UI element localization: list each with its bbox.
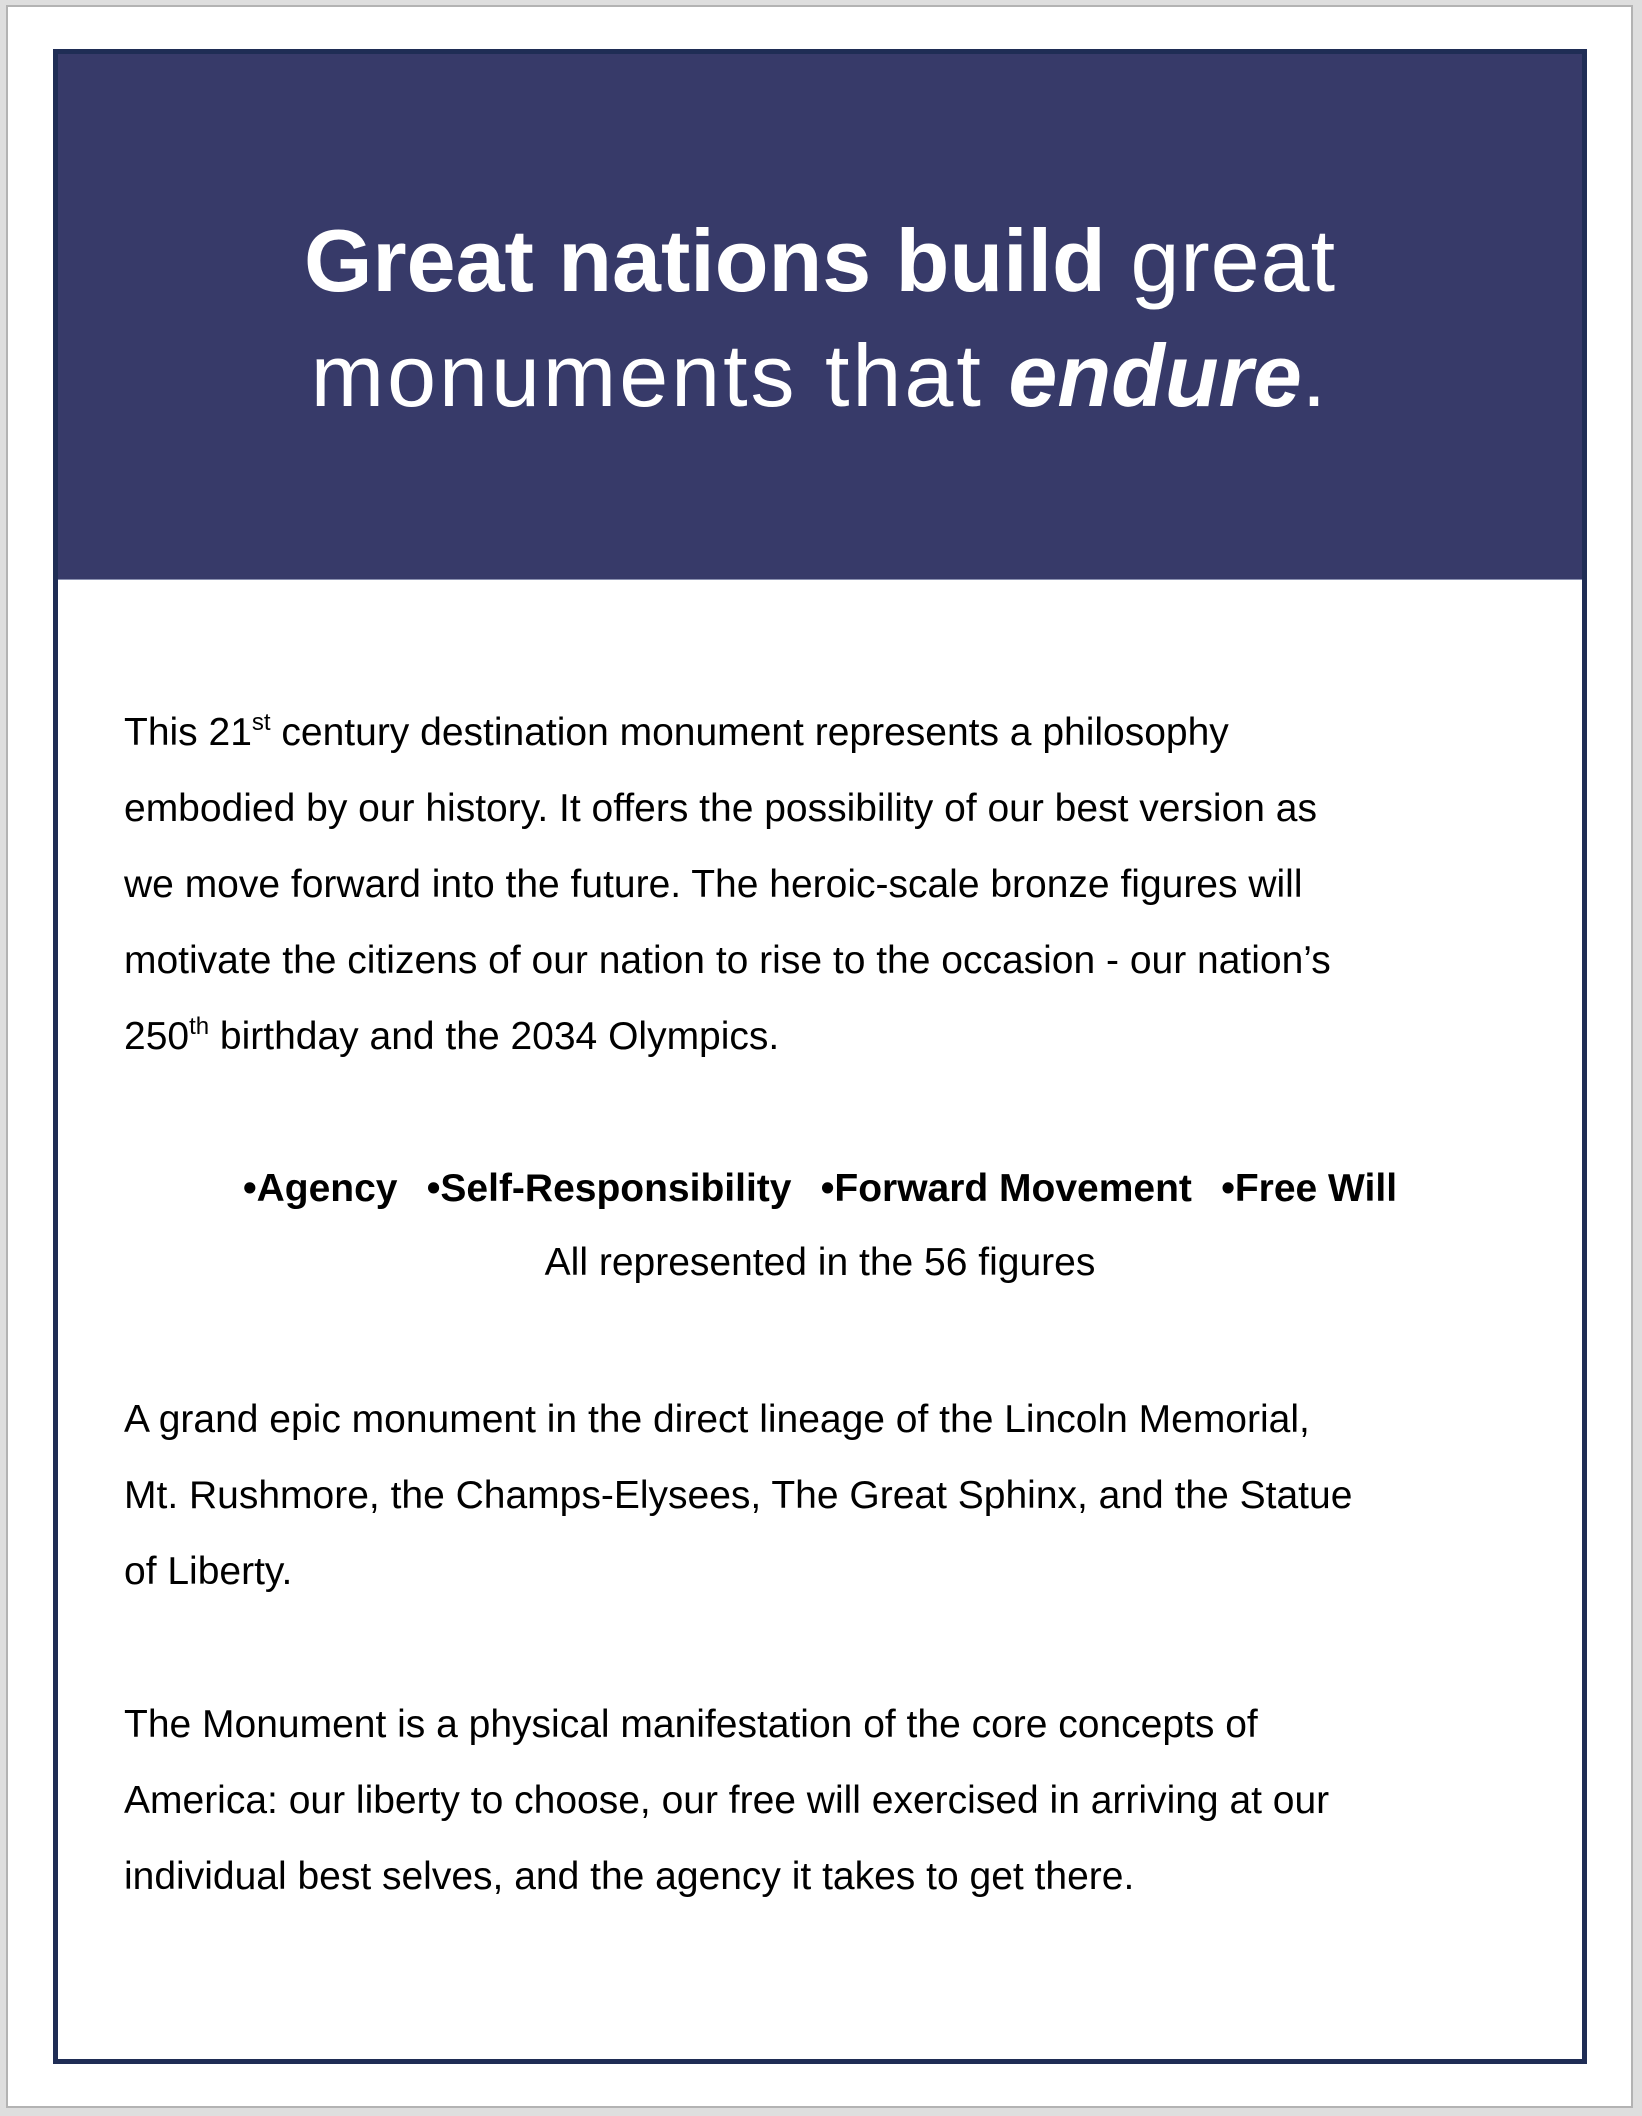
paragraph-line: embodied by our history. It offers the possibility of our best version as [124,787,1317,830]
ordinal-superscript: st [251,709,271,736]
paragraph-line [124,999,1574,1075]
paragraph-line: motivate the citizens of our nation to rise to the occasion - our nation’s [124,939,1331,982]
headline-line-2 [58,318,1582,433]
paragraph-line: America: our liberty to choose, our free will exercised in arriving at our [124,1779,1330,1822]
paragraph-line: we move forward into the future. The heroic-scale bronze figures will [124,863,1303,906]
headline-regular-text: monuments that [310,326,984,425]
headline-line-1 [58,203,1582,318]
values-list [58,1151,1582,1227]
intro-paragraph [124,695,1574,1075]
paragraph-line: The Monument is a physical manifestation of the core concepts of [124,1703,1258,1746]
paragraph-line: A grand epic monument in the direct lineage of the Lincoln Memorial, [124,1398,1310,1441]
ordinal-superscript: th [189,1013,210,1040]
headline-regular-text: great [1130,211,1337,310]
lineage-paragraph [124,1382,1574,1610]
paragraph-line: Mt. Rushmore, the Champs-Elysees, The Great Sphinx, and the Statue [124,1474,1353,1517]
paragraph-line: of Liberty. [124,1550,293,1593]
headline-emphasis-text: endure [1008,326,1302,425]
line-text: century destination monument represents a philosophy [270,711,1229,754]
value-item-self-responsibility: •Self-Responsibility [426,1167,792,1210]
headline-period: . [1301,326,1330,425]
headline-bold-text: Great nations build [303,211,1106,310]
value-item-agency: •Agency [242,1167,398,1210]
values-caption: All represented in the 56 figures [544,1241,1096,1284]
value-item-forward-movement: •Forward Movement [820,1167,1192,1210]
paragraph-line [124,695,1574,771]
value-item-free-will: •Free Will [1221,1167,1398,1210]
concepts-paragraph [124,1687,1574,1915]
paragraph-line: individual best selves, and the agency it takes to get there. [124,1855,1135,1898]
line-text: This 21 [124,711,252,754]
line-text: birthday and the 2034 Olympics. [209,1015,780,1058]
line-text: 250 [124,1015,190,1058]
